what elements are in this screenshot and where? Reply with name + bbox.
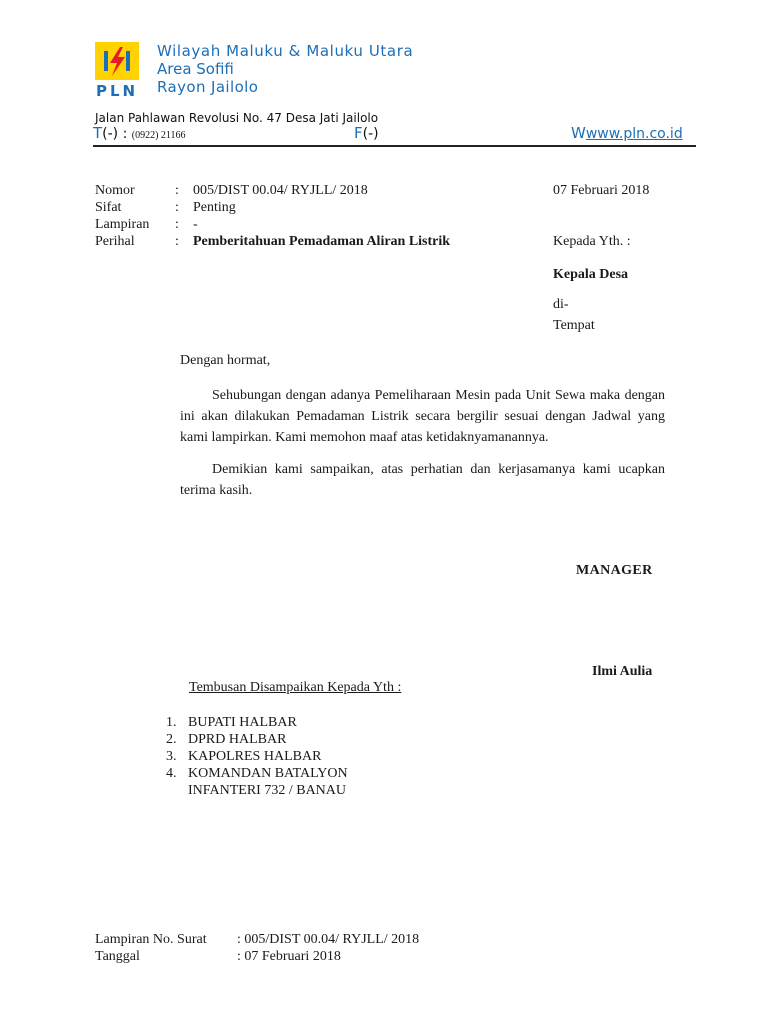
list-text: BUPATI HALBAR — [188, 715, 297, 730]
website-info — [571, 124, 683, 142]
letter-date: 07 Februari 2018 — [553, 183, 650, 198]
recipient-greeting: Kepada Yth. : — [553, 234, 631, 249]
recipient-place: Tempat — [553, 318, 595, 333]
website-letter: W — [571, 124, 586, 142]
office-address: Jalan Pahlawan Revolusi No. 47 Desa Jati Jailolo — [95, 111, 379, 125]
list-item — [166, 748, 386, 765]
body-paragraph-1: Sehubungan dengan adanya Pemeliharaan Mesin pada Unit Sewa maka dengan ini akan dilakukan Pemadaman Listrik secara bergilir sesuai dengan Jadwal yang kami lampirkan. Kami memohon maaf atas ketidaknyamanannya. — [180, 388, 665, 445]
website-link[interactable]: www.pln.co.id — [585, 126, 683, 142]
pln-logo — [95, 42, 139, 102]
meta-label: Nomor — [95, 183, 135, 198]
list-number: 1. — [166, 715, 177, 730]
attachment-label: Lampiran No. Surat — [95, 932, 207, 947]
fax-info — [354, 124, 379, 142]
lightning-bolt-icon — [95, 42, 139, 80]
cc-list — [166, 714, 386, 799]
telephone-info — [93, 124, 186, 142]
fax-letter: F — [354, 124, 363, 142]
area-name: Area Sofifi — [157, 60, 234, 78]
meta-label: Lampiran — [95, 217, 150, 232]
list-number: 4. — [166, 766, 177, 781]
meta-colon: : — [175, 200, 179, 215]
signature-title: MANAGER — [576, 563, 653, 578]
list-text: KOMANDAN BATALYON INFANTERI 732 / BANAU — [188, 766, 348, 798]
telephone-letter: T — [93, 124, 103, 142]
date-value: : 07 Februari 2018 — [237, 949, 341, 964]
list-text: KAPOLRES HALBAR — [188, 749, 322, 764]
list-number: 2. — [166, 732, 177, 747]
subject-value: Pemberitahuan Pemadaman Aliran Listrik — [193, 234, 451, 249]
telephone-label: (-) : — [102, 126, 132, 142]
signature-name: Ilmi Aulia — [592, 664, 653, 679]
list-item — [166, 714, 386, 731]
meta-colon: : — [175, 183, 179, 198]
cc-heading: Tembusan Disampaikan Kepada Yth : — [189, 680, 402, 695]
header-divider — [93, 145, 696, 147]
meta-value: 005/DIST 00.04/ RYJLL/ 2018 — [193, 183, 368, 198]
meta-value: - — [193, 217, 198, 232]
recipient-name: Kepala Desa — [553, 267, 629, 282]
list-text: DPRD HALBAR — [188, 732, 287, 747]
meta-colon: : — [175, 234, 179, 249]
attachment-value: : 005/DIST 00.04/ RYJLL/ 2018 — [237, 932, 420, 947]
date-label: Tanggal — [95, 949, 140, 964]
meta-colon: : — [175, 217, 179, 232]
list-item — [166, 731, 386, 748]
logo-text: PLN — [96, 82, 139, 100]
fax-number: (-) — [362, 126, 379, 142]
salutation: Dengan hormat, — [180, 353, 271, 368]
meta-label: Sifat — [95, 200, 122, 215]
meta-label: Perihal — [95, 234, 135, 249]
meta-value: Penting — [193, 200, 236, 215]
region-name: Wilayah Maluku & Maluku Utara — [157, 42, 414, 60]
body-paragraph-2: Demikian kami sampaikan, atas perhatian dan kerjasamanya kami ucapkan terima kasih. — [180, 462, 665, 498]
pln-logo-mark — [95, 42, 139, 80]
recipient-di: di- — [553, 297, 569, 312]
list-number: 3. — [166, 749, 177, 764]
telephone-number: (0922) 21166 — [131, 130, 186, 141]
rayon-name: Rayon Jailolo — [157, 78, 259, 96]
list-item — [166, 765, 386, 799]
